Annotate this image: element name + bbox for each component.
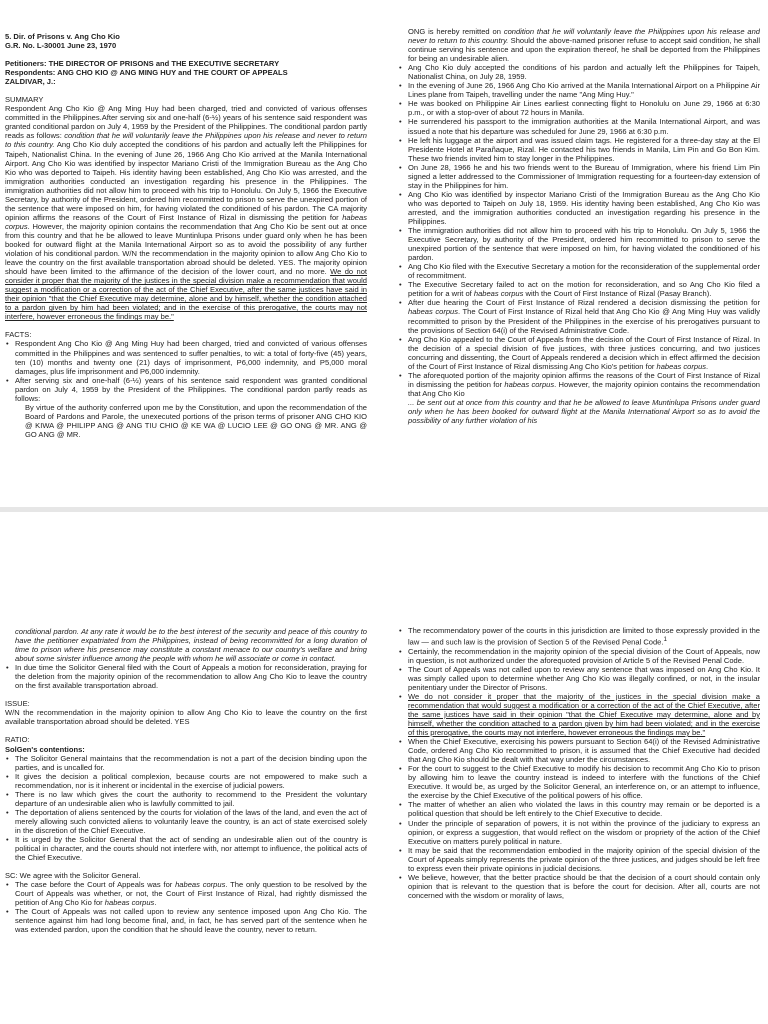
page-2-right-column — [398, 626, 760, 1024]
underlined-holding: We do not consider it proper that the majority of the justices in the special division make a recommendation that would suggest a modification or a correction of the act of the Chief Executive, after the same justices have said in their opinion "that the Chief Executive may determine, alone and by himself, whether the condition attached to a pardon given by him had been violated; and in the exercise of this prerogative, the courts may not interfere, however erroneous the findings may be." — [5, 267, 367, 322]
underlined-holding: We do not consider it proper that the majority of the justices in the special division make a recommendation that would suggest a modification or a correction of the act of the Chief Executive, after the same justices have said in their opinion "that the Chief Executive may determine, alone and by himself, whether the condition attached to a pardon given by him had been violated; and in the exercise of this prerogative, the courts may not interfere, however erroneous the findings may be." — [408, 691, 760, 738]
list-item: • The matter of whether an alien who violated the laws in this country may remain or be deported is a political question that should be left entirely to the Chief Executive to decide. — [408, 800, 760, 818]
solgen-list — [5, 754, 367, 863]
list-item: • When the Chief Executive, exercising his powers pursuant to Section 64(i) of the Revised Administrative Code, ordered Ang Cho Kio recommitted to prison, it is assumed that the Chief Executive had decided that Ang Cho Kio should be dealt with that way under the circumstances. — [408, 737, 760, 764]
list-item: • After due hearing the Court of First Instance of Rizal rendered a decision dismissing the petition for habeas corpus. The Court of First Instance of Rizal held that Ang Cho Kio @ Ang Ming Huy was validly recommitted to prison by the President of the Philippines in the exercise of his prerogatives pursuant to the provisions of Section 64(i) of the Revised Administrative Code. — [408, 298, 760, 334]
summary-heading: SUMMARY — [5, 95, 44, 105]
summary-paragraph: Respondent Ang Cho Kio @ Ang Ming Huy had been charged, tried and convicted of various offenses committed in the Philippines.After serving six and one-half (6-½) years of his sentence said respondent was granted conditional pardon on July 4, 1959 by the President of the Philippines. The conditional pardon partly reads as follows: condition that he will voluntarily leave the Philippines upon his release and never to return to this country. Ang Cho Kio duly accepted the conditions of his pardon and actually left the Philippines for Taipeh, Nationalist China. In the evening of June 26, 1966 Ang Cho Kio arrived at the Manila International Airport. Ang Cho Kio was identified by inspector Mariano Cristi of the Immigration Bureau as the Ang Cho Kio who was deported to Taipeh. His identity having been established, Ang Cho Kio was arrested, and the immigration authorities conducted an investigation regarding his presence in the Philippines. The immigration authorities did not allow him to proceed with his trip to Honolulu. On July 5, 1966 the Executive Secretary, by authority of the President, ordered him recommitted to prison to serve the unexpired portion of the sentence that were imposed on him, for having violated the conditioned of his pardon. The CA majority opinion affirms the reasons of the Court of First Instance of Rizal in dismissing the petition for habeas corpus. However, the majority opinion contains the recommendation that Ang Cho Kio be sent out at once from this country and that he be allowed to leave Muntinlupa Prisons under guard only when he has been booked for outward flight at the Manila International Airport so as to avoid the possibility of any further violation of his conditional pardon. W/N the recommendation in the majority opinion to allow Ang Cho Kio to leave the country on the first available transportation abroad should be deleted. YES. The majority opinion should have been limited to the affirmance of the decision of the lower court, and no more. We do not consider it proper that the majority of the justices in the special division make a recommendation that would suggest a modification or a correction of the act of the Chief Executive, after the same justices have said in their opinion "that the Chief Executive may determine, alone and by himself, whether the condition attached to a pardon given by him had been violated; and in the exercise of this prerogative, the courts may not interfere, however erroneous the findings may be." — [5, 104, 367, 322]
list-item: • The case before the Court of Appeals was for habeas corpus. The only question to be resolved by the Court of Appeals was whether, or not, the Court of First Instance of Rizal, had rightly dismissed the petition of Ang Cho Kio for habeas corpus. — [15, 880, 367, 907]
list-item: • The recommendatory power of the courts in this jurisdiction are limited to those expressly provided in the law — and such law is the provision of Section 5 of the Revised Penal Code.$^1$ — [408, 626, 760, 647]
recommendation-quote-continued: conditional pardon. At any rate it would be to the best interest of the security and peace of this country to have the petitioner expatriated from the Philippines, instead of being recommitted for a long duration of time to prison where his presence may constitute a constant menace to our country's welfare and bring about some sinister influence among the people with whom he will associate or come in contact. — [15, 627, 367, 664]
sc-list-continued — [398, 626, 760, 900]
list-item: • The Executive Secretary failed to act on the motion for reconsideration, and so Ang Cho Kio filed a petition for a writ of habeas corpus with the Court of First Instance of Rizal (Pasay Branch). — [408, 280, 760, 298]
list-item: • Certainly, the recommendation in the majority opinion of the special division of the Court of Appeals, now in question, is not authorized under the aforequoted provision of Article 5 of the Revised Penal Code. — [408, 647, 760, 665]
page-2 — [0, 512, 768, 1024]
recommendation-quote: ... be sent out at once from this country and that he be allowed to leave Muntinlupa Prisons under guard only when he has been booked for outward flight at the Manila International Airport so as to avoid the possibility of any further violation of his — [408, 397, 760, 426]
list-item: • On June 28, 1966 he and his two friends went to the Bureau of Immigration, where his friend Lim Pin signed a letter addressed to the Commissioner of Immigration requesting for a fourteen-day extension of stay in the Philippines for him. — [408, 163, 760, 190]
list-item: • Respondent Ang Cho Kio @ Ang Ming Huy had been charged, tried and convicted of various offenses committed in the Philippines and was sentenced to suffer penalties, to wit: a total of forty-five (45) years, ten (10) months and twenty one (21) days of imprisonment, P6,000 indemnity, and P5,000 moral damages, plus life imprisonment and P6,000 indemnity. — [15, 339, 367, 375]
list-item: • It may be said that the recommendation embodied in the majority opinion of the special division of the Court of Appeals simply represents the private opinion of the three justices, and judges should be left free to express even their private opinions in judicial decisions. — [408, 846, 760, 873]
list-item: • Under the principle of separation of powers, it is not within the province of the judiciary to express an opinion, or express a suggestion, that would reflect on the wisdom or propriety of the action of the Chief Executive on matters purely political in nature. — [408, 819, 760, 846]
list-item: • He surrendered his passport to the immigration authorities at the Manila International Airport, and was issued a note that his departure was scheduled for June 29, 1966 at 6:30 p.m. — [408, 117, 760, 135]
issue-text: W/N the recommendation in the majority opinion to allow Ang Cho Kio to leave the country on the first available transportation abroad should be deleted. YES — [5, 708, 367, 727]
list-item: • He left his luggage at the airport and was issued claim tags. He registered for a three-day stay at the El Presidente Hotel at Parañaque, Rizal. He contacted his two friends in Manila, Lim Pin and Go Bon Kim. These two friends invited him to stay longer in the Philippines. — [408, 136, 760, 163]
footnote-marker: 1 — [663, 636, 667, 644]
list-item: • There is no law which gives the court the authority to recommend to the President the voluntary departure of an undesirable alien who is lawfully committed to jail. — [15, 790, 367, 808]
list-item: • The aforequoted portion of the majority opinion affirms the reasons of the Court of First Instance of Rizal in dismissing the petition for habeas corpus. However, the majority opinion contains the recommendation that Ang Cho Kio ... be sent out at once from this country and that he be allowed to leave Muntinlupa Prisons under guard only when he has been booked for outward flight at the Manila International Airport so as to avoid the possibility of any further violation of his — [408, 371, 760, 425]
list-item: • Ang Cho Kio duly accepted the conditions of his pardon and actually left the Philippines for Taipeh, Nationalist China, on July 28, 1959. — [408, 63, 760, 81]
list-item: • For the court to suggest to the Chief Executive to modify his decision to recommit Ang Cho Kio to prison by allowing him to leave the country instead is indeed to interfere with the functions of the Chief Executive. It would be, as urged by the Solicitor General, an interference on, or an attempt to influence, the exercise by the Chief Executive of the political powers of his office. — [408, 764, 760, 800]
list-item: • In the evening of June 26, 1966 Ang Cho Kio arrived at the Manila International Airport on a Philippine Air Lines plane from Taipeh, travelling under the name "Ang Ming Huy." — [408, 81, 760, 99]
sc-heading: SC: We agree with the Solicitor General. — [5, 871, 141, 881]
list-item: • After serving six and one-half (6-½) years of his sentence said respondent was granted conditional pardon on July 4, 1959 by the President of the Philippines. The conditional pardon partly reads as follows: By virtue of the authority conferred upon me by the Constitution, and upon the recommendation of the Board of Pardons and Parole, the unexecuted portions of the prison terms of prisoner ANG CHO KIO @ KIWA @ PHILIPP ANG @ ANG TIU CHIO @ KE WA @ LUCIO LEE @ GO ONG @ MR. ANG @ GO ANG @ MR. — [15, 376, 367, 439]
list-item: • The Court of Appeals was not called upon to review any sentence that was imposed on Ang Cho Kio. It was simply called upon to determine whether Ang Cho Kio was illegally confined, or not, in the insular penitentiary under the Director of Prisons. — [408, 665, 760, 692]
petitioners: Petitioners: THE DIRECTOR OF PRISONS and THE EXECUTIVE SECRETARY — [5, 59, 280, 69]
respondents: Respondents: ANG CHO KIO @ ANG MING HUY and THE COURT OF APPEALS — [5, 68, 288, 78]
pardon-quote: By virtue of the authority conferred upon me by the Constitution, and upon the recommendation of the Board of Pardons and Parole, the unexecuted portions of the prison terms of prisoner ANG CHO KIO @ KIWA @ PHILIPP ANG @ ANG TIU CHIO @ KE WA @ LUCIO LEE @ GO ONG @ MR. ANG @ GO ANG @ MR. — [25, 402, 367, 439]
list-item: • Ang Cho Kio filed with the Executive Secretary a motion for the reconsideration of the supplemental order of recommitment. — [408, 262, 760, 280]
list-item: • Ang Cho Kio appealed to the Court of Appeals from the decision of the Court of First Instance of Rizal. In the decision of a special division of five justices, with three justices concurring, and two justices concurring and dissenting, the Court of Appeals rendered a decision which in effect affirmed the decision of the Court of First Instance of Rizal dismissing Ang Cho Kio's petition for habeas corpus. — [408, 335, 760, 371]
solgen-heading: SolGen's contentions: — [5, 744, 85, 754]
page-2-left-column — [5, 627, 367, 1024]
facts-list-end — [5, 663, 367, 690]
sc-list — [5, 880, 367, 934]
list-item: • The deportation of aliens sentenced by the courts for violation of the laws of the land, and even the act of merely allowing such convicted aliens to voluntarily leave the country, is an act of state exercised solely in the discretion of the Chief Executive. — [15, 808, 367, 835]
list-item: • It is urged by the Solicitor General that the act of sending an undesirable alien out of the country is political in character, and the courts should not interfere with, nor attempt to influence, the political acts of the Chief Executive. — [15, 835, 367, 862]
list-item — [408, 692, 760, 737]
list-item: • The immigration authorities did not allow him to proceed with his trip to Honolulu. On July 5, 1966 the Executive Secretary, by authority of the President, ordered him recommitted to prison to serve the unexpired portion of the sentence that were imposed on him, for having violated the conditioned of his pardon. — [408, 226, 760, 262]
list-item: • The Solicitor General maintains that the recommendation is not a part of the decision binding upon the parties, and is uncalled for. — [15, 754, 367, 772]
ratio-heading: RATIO: — [5, 735, 30, 745]
list-item: • The Court of Appeals was not called upon to review any sentence imposed upon Ang Cho Kio. The sentence against him had long become final, and, in fact, he has served part of the sentence when he was extended pardon, upon the condition that he should leave the country, never to return. — [15, 907, 367, 934]
facts-list — [5, 339, 367, 439]
facts-list-continued — [398, 63, 760, 425]
ponente: ZALDIVAR, J.: — [5, 77, 56, 87]
list-item: • He was booked on Philippine Air Lines earliest connecting flight to Honolulu on June 29, 1966 at 6:30 p.m., or with a stop-over of about 72 hours in Manila. — [408, 99, 760, 117]
pardon-quote-continued: ONG is hereby remitted on condition that he will voluntarily leave the Philippines upon his release and never to return to this country. Should the above-named prisoner refuse to accept said condition, he shall continue serving his sentence and upon the expiration thereof, he shall be deported from the Philippines for being an undesirable alien. — [408, 27, 760, 64]
case-title: 5. Dir. of Prisons v. Ang Cho Kio — [5, 32, 120, 41]
list-item: • We believe, however, that the better practice should be that the decision of a court should contain only opinion that is relevant to the question that is before the court for decision. After all, courts are not concerned with the wisdom or morality of laws, — [408, 873, 760, 900]
list-item: • It gives the decision a political complexion, because courts are not empowered to make such a recommendation, nor is it inherent or incidental in the exercise of judicial powers. — [15, 772, 367, 790]
page-1-left-column — [5, 32, 367, 512]
page-1-right-column — [398, 27, 760, 512]
list-item: • In due time the Solicitor General filed with the Court of Appeals a motion for reconsideration, praying for the deletion from the majority opinion of the recommendation to allow Ang Cho Kio to leave the country on the first available transportation abroad. — [15, 663, 367, 690]
gr-number: G.R. No. L-30001 June 23, 1970 — [5, 41, 117, 51]
list-item: • Ang Cho Kio was identified by inspector Mariano Cristi of the Immigration Bureau as the Ang Cho Kio who was deported to Taipeh on July 18, 1959. His identity having been established, Ang Cho Kio was arrested, and the immigration authorities conducted an investigation regarding his presence in the Philippines. — [408, 190, 760, 226]
issue-heading: ISSUE: — [5, 699, 30, 709]
facts-heading: FACTS: — [5, 330, 32, 340]
